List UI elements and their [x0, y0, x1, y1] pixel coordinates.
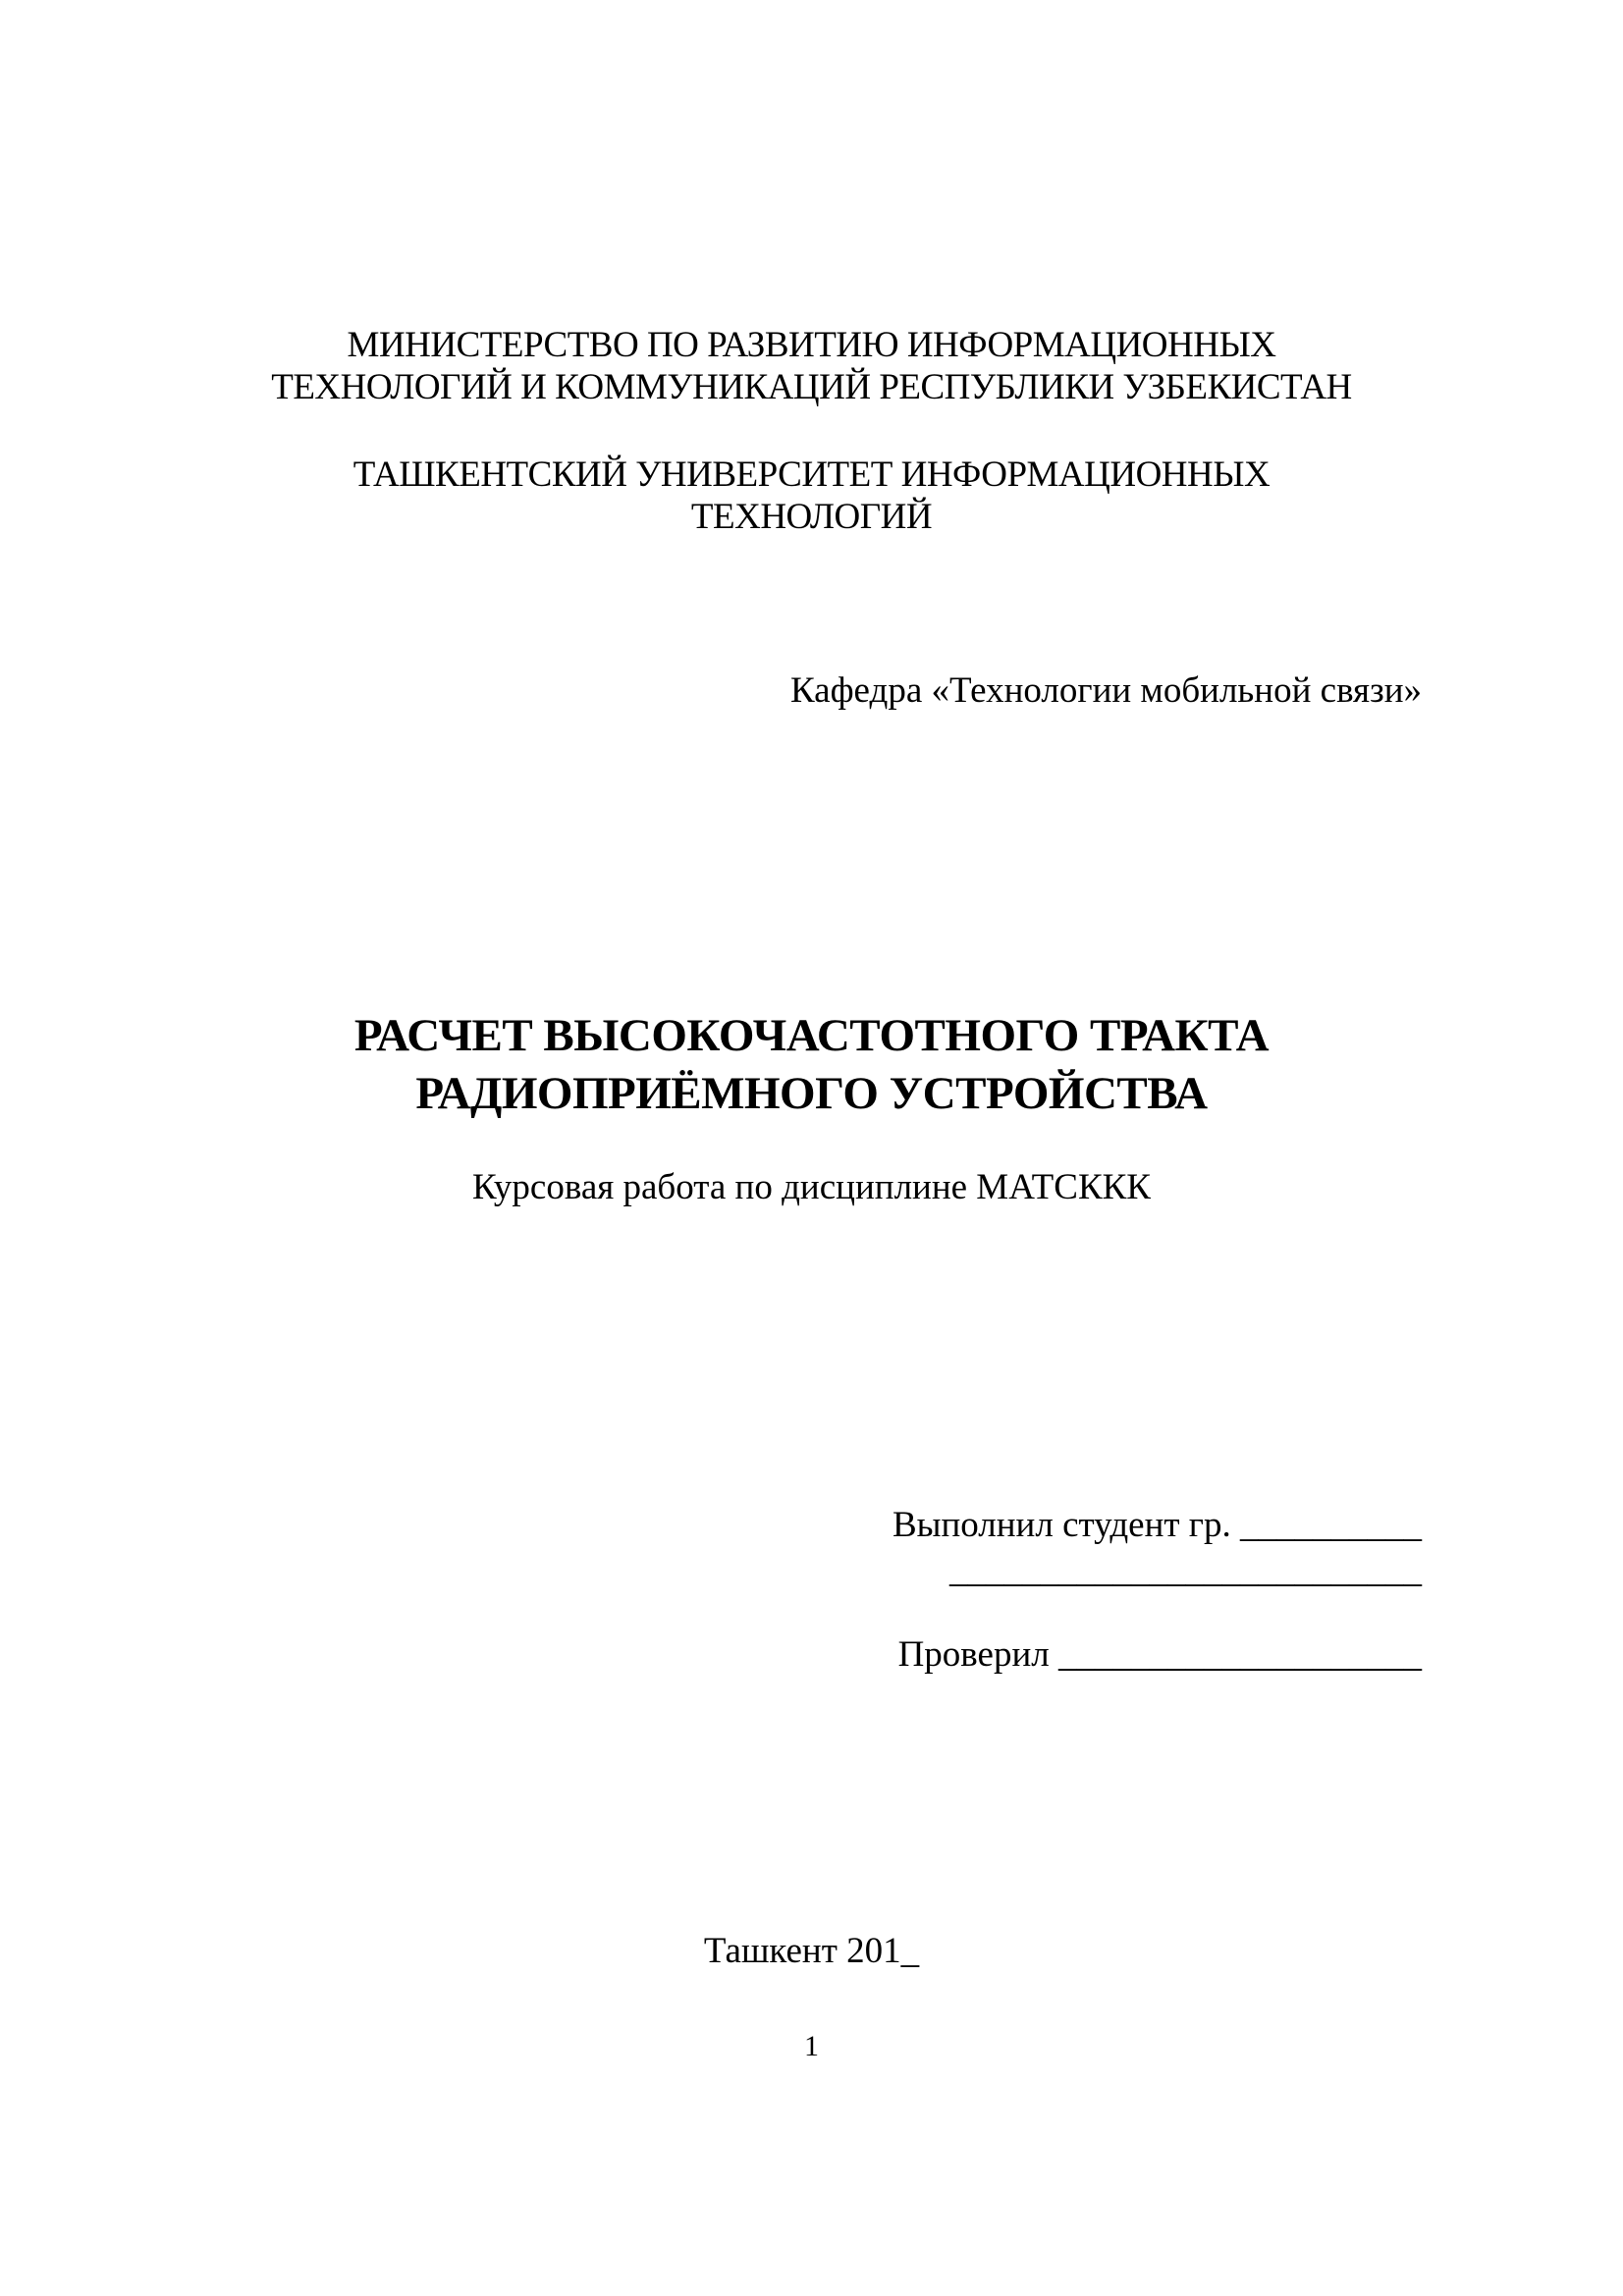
ministry-line-2: ТЕХНОЛОГИЙ И КОММУНИКАЦИЙ РЕСПУБЛИКИ УЗБЕКИСТАН — [271, 367, 1352, 407]
ministry-line-1: МИНИСТЕРСТВО ПО РАЗВИТИЮ ИНФОРМАЦИОННЫХ — [347, 325, 1276, 365]
university-line-1: ТАШКЕНТСКИЙ УНИВЕРСИТЕТ ИНФОРМАЦИОННЫХ — [352, 454, 1271, 495]
city-year: Ташкент 201_ — [703, 1931, 920, 1971]
course-subtitle: Курсовая работа по дисциплине МАТСККК — [472, 1167, 1151, 1207]
title-line-2: РАДИОПРИЁМНОГО УСТРОЙСТВА — [415, 1068, 1208, 1119]
performed-by-field: Выполнил студент гр. __________ — [892, 1505, 1422, 1545]
performed-by-line-2: __________________________ — [949, 1550, 1422, 1590]
checked-by-field: Проверил ____________________ — [897, 1634, 1422, 1675]
page-number: 1 — [804, 2030, 819, 2062]
university-line-2: ТЕХНОЛОГИЙ — [690, 497, 933, 537]
title-line-1: РАСЧЕТ ВЫСОКОЧАСТОТНОГО ТРАКТА — [353, 1010, 1270, 1061]
department-name: Кафедра «Технологии мобильной связи» — [789, 670, 1422, 711]
